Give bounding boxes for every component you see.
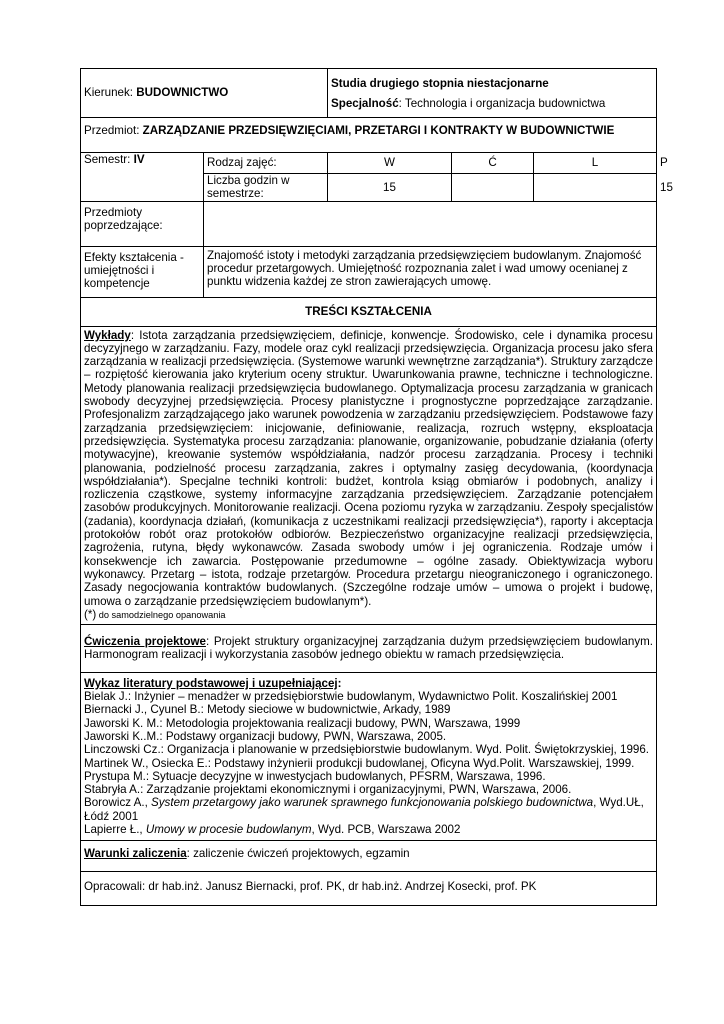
header-row xyxy=(81,69,657,118)
literatura-colon: : xyxy=(337,676,342,690)
item-title: Umowy w procesie budowlanym xyxy=(145,822,312,836)
przedmiot-cell xyxy=(81,118,657,153)
warunki-row xyxy=(81,841,657,871)
kierunek-value: BUDOWNICTWO xyxy=(136,86,229,100)
kierunek-label: Kierunek: xyxy=(84,86,133,100)
opracowali-row xyxy=(81,871,657,905)
semestr-label: Semestr: xyxy=(84,153,131,166)
col-header-l: L xyxy=(534,153,657,174)
kierunek-cell xyxy=(81,69,328,118)
col-header-w: W xyxy=(328,153,452,174)
poprzedzajace-label: Przedmioty poprzedzające: xyxy=(81,201,204,246)
przedmiot-value: ZARZĄDZANIE PRZEDSIĘWZIĘCIAMI, PRZETARGI I KONTRAKTY W BUDOWNICTWIE xyxy=(142,124,615,137)
item-title: System przetargowy jako warunek sprawnego funkcjonowania polskiego budownictwa xyxy=(151,796,594,810)
warunki-cell xyxy=(81,841,657,871)
literatura-item xyxy=(84,823,653,836)
godziny-label: Liczba godzin w semestrze: xyxy=(204,174,328,202)
studia-text: Studia drugiego stopnia niestacjonarne xyxy=(331,77,549,90)
tresci-heading: TREŚCI KSZTAŁCENIA xyxy=(81,297,657,326)
wyklady-label: Wykłady xyxy=(84,328,131,342)
literatura-item: Martinek W., Osiecka E.: Podstawy inżynierii produkcji budowlanej, Oficyna Wyd.Polit. Warszawskiej, 1999. xyxy=(84,756,635,770)
studia-cell xyxy=(328,69,657,118)
footnote-mark: (*) xyxy=(84,607,97,621)
literatura-item: Biernacki J., Cyunel B.: Metody sieciowe w budownictwie, Arkady, 1989 xyxy=(84,703,451,717)
efekty-row xyxy=(81,246,657,297)
literatura-item: Jaworski K. M.: Metodologia projektowania realizacji budowy, PWN, Warszawa, 1999 xyxy=(84,716,521,730)
literatura-row xyxy=(81,672,657,841)
tresci-row xyxy=(81,297,657,326)
syllabus-table xyxy=(80,68,673,906)
poprzedzajace-value xyxy=(204,201,657,246)
syllabus-sheet xyxy=(80,68,673,906)
wyklady-text: : Istota zarządzania przedsięwzięciem, definicje, konwencje. Środowisko, cele i dynamika procesu decyzyjnego w zarządzaniu. Fazy, modele oraz cykl realizacji przedsięwzięcia. Organizacja procesu jako sfera zarządzania w realizacji przedsięwzięcia. (Systemowe warunki wewnętrzne zarządzania*). Struktury zarządcze – rozpiętość kierowania jako kryterium oceny struktur. Uwarunkowania prawne, techniczne i technologiczne. Metody planowania realizacji przedsięwzięcia budowlanego. Optymalizacja procesu zarządzania w granicach swobody decyzyjnej przedsięwzięcia. Procesy planistyczne i prognostyczne poprzedzające zarządzanie. Profesjonalizm zarządzającego jako warunek powodzenia w zarządzaniu przedsięwzięciem. Podstawowe fazy zarządzania przedsięwzięciem: inicjowanie, definiowanie, realizacja, rozruch wstępny, eksploatacja przedsięwzięcia. Systematyka procesu zarządzania: planowanie, organizowanie, pobudzanie działania (oferty motywacyjne), kreowanie systemów współdziałania, nadzór procesu zarządzania. Procesy i techniki planowania, podzielność procesu zarządzania, zakres i optymalny zasięg decydowania, (koordynacja współdziałania*). Specjalne techniki kontroli: budżet, kontrola ksiąg obmiarów i podobnych, analizy i rozliczenia cząstkowe, systemy informacyjne zarządzania przedsięwzięciem. Zarządzanie potencjałem zasobów produkcyjnych. Monitorowanie realizacji. Ocena poziomu ryzyka w zarządzaniu. Zespoły specjalistów (zadania), koordynacja działań, (komunikacja z uczestnikami realizacji przedsięwzięcia*), raporty i akceptacja protokołów robót oraz protokołów odbiorów. Bezpieczeństwo organizacyjne realizacji przedsięwzięcia, zagrożenia, rutyna, błędy wykonawców. Zasada swobody umów i jej ograniczenia. Rodzaje umów i konsekwencje ich zawarcia. Postępowanie przedumowne – ogólne zasady. Obiektywizacja wyboru wykonawcy. Przetarg – istota, rodzaje przetargów. Procedura przetargu nieograniczonego i ograniczonego. Zasady negocjowania kontraktów budowlanych. (Szczególne rodzaje umów – umowa o projekt i budowę, umowa o zarządzanie przedsięwzięciem budowlanym*). xyxy=(84,328,653,608)
literatura-label: Wykaz literatury podstawowej i uzupełniającej xyxy=(84,676,338,690)
semestr-value: IV xyxy=(133,153,145,166)
item-publisher: , Wyd.UŁ, Łódź 2001 xyxy=(84,796,644,823)
rodzaj-label: Rodzaj zajęć: xyxy=(204,153,328,174)
specjalnosc-line xyxy=(331,97,653,115)
literatura-item: Prystupa M.: Sytuacje decyzyjne w inwestycjach budowlanych, PFSRM, Warszawa, 1996. xyxy=(84,769,546,783)
wyklady-footnote xyxy=(84,608,653,622)
warunki-text: : zaliczenie ćwiczeń projektowych, egzamin xyxy=(186,847,410,861)
specjalnosc-value: : Technologia i organizacja budownictwa xyxy=(398,97,606,111)
semestr-cell xyxy=(81,153,204,202)
wyklady-row xyxy=(81,326,657,625)
cwiczenia-row xyxy=(81,625,657,673)
rodzaj-row: Semestr: IV Rodzaj zajęć: W Ć L P xyxy=(81,153,657,174)
efekty-label: Efekty kształcenia - umiejętności i kompetencje xyxy=(81,246,204,297)
item-author: Borowicz A., xyxy=(84,796,152,810)
przedmiot-row xyxy=(81,118,657,153)
cwiczenia-cell xyxy=(81,625,657,673)
footnote-text: do samodzielnego opanowania xyxy=(96,609,226,620)
opracowali-cell: Opracowali: dr hab.inż. Janusz Biernacki, prof. PK, dr hab.inż. Andrzej Kosecki, prof. PK xyxy=(81,871,657,905)
literatura-item: Stabryła A.: Zarządzanie projektami ekonomicznymi i organizacyjnymi, PWN, Warszawa, 2006. xyxy=(84,783,572,797)
literatura-item: Jaworski K..M.: Podstawy organizacji budowy, PWN, Warszawa, 2005. xyxy=(84,729,447,743)
efekty-value: Znajomość istoty i metodyki zarządzania przedsięwzięciem budowlanym. Znajomość procedur przetargowych. Umiejętność rozpoznania zalet i wad umowy ocenianej z punktu widzenia każdej ze stron zawierających umowę. xyxy=(204,246,657,297)
wyklady-cell xyxy=(81,326,657,625)
specjalnosc-label: Specjalność xyxy=(331,97,399,111)
cwiczenia-label: Ćwiczenia projektowe xyxy=(84,635,206,649)
hours-c xyxy=(452,174,534,202)
literatura-item xyxy=(84,796,653,823)
poprzedzajace-row xyxy=(81,201,657,246)
hours-l xyxy=(534,174,657,202)
przedmiot-label: Przedmiot: xyxy=(84,124,140,137)
hours-w: 15 xyxy=(328,174,452,202)
godziny-row: Liczba godzin w semestrze: 15 15 xyxy=(81,174,657,202)
literatura-cell xyxy=(81,672,657,841)
cwiczenia-text: : Projekt struktury organizacyjnej zarządzania dużym przedsięwzięciem budowlanym. Harmonogram realizacji i wykorzystania zasobów jednego obiektu w ramach przedsięwzięcia. xyxy=(84,635,653,662)
item-publisher: , Wyd. PCB, Warszawa 2002 xyxy=(311,822,461,836)
col-header-c: Ć xyxy=(452,153,534,174)
warunki-label: Warunki zaliczenia xyxy=(84,847,187,861)
literatura-item: Linczowski Cz.: Organizacja i planowanie w przedsiębiorstwie budowlanym. Wyd. Polit. Świętokrzyskiej, 1996. xyxy=(84,743,650,757)
literatura-item: Bielak J.: Inżynier – menadżer w przedsiębiorstwie budowlanym, Wydawnictwo Polit. Koszalińskiej 2001 xyxy=(84,690,618,704)
item-author: Lapierre Ł., xyxy=(84,822,146,836)
